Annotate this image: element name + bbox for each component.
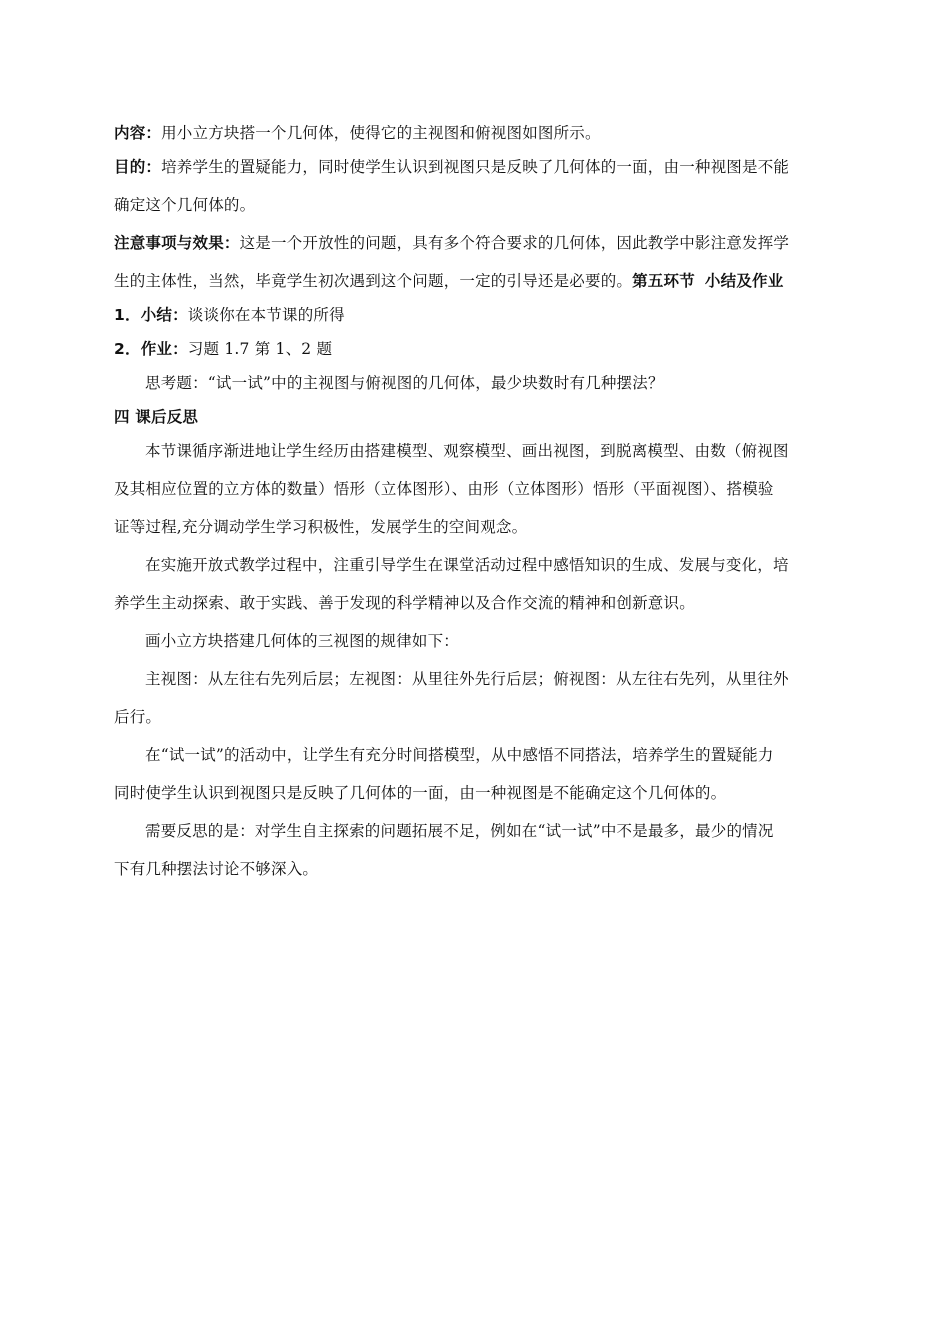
reflection-p4-line-2: 后行。 xyxy=(114,708,162,726)
section-subtitle: 小结及作业 xyxy=(704,272,784,290)
content-text: 用小立方块搭一个几何体，使得它的主视图和俯视图如图所示。 xyxy=(161,124,601,142)
notes-text-2: 生的主体性，当然，毕竟学生初次遇到这个问题，一定的引导还是必要的。 xyxy=(114,272,633,290)
content-paragraph xyxy=(114,118,840,148)
notes-line-1 xyxy=(114,228,840,258)
reflection-p3: 画小立方块搭建几何体的三视图的规律如下： xyxy=(145,632,460,650)
reflection-p5-line-1: 在“试一试”的活动中，让学生有充分时间搭模型，从中感悟不同搭法，培养学生的置疑能力 xyxy=(145,746,774,764)
content-label: 内容： xyxy=(114,124,162,142)
thinking-question: 思考题：“试一试”中的主视图与俯视图的几何体，最少块数时有几种摆法？ xyxy=(145,374,664,392)
purpose-label: 目的： xyxy=(114,158,162,176)
summary-number: 1． xyxy=(114,306,141,324)
homework-number: 2． xyxy=(114,340,141,358)
reflection-heading: 四 课后反思 xyxy=(114,408,199,426)
reflection-p6-line-2: 下有几种摆法讨论不够深入。 xyxy=(114,860,319,878)
reflection-p1-line-1: 本节课循序渐进地让学生经历由搭建模型、观察模型、画出视图，到脱离模型、由数（俯视图 xyxy=(145,442,789,460)
reflection-p4-line-1: 主视图：从左往右先列后层；左视图：从里往外先行后层；俯视图：从左往右先列，从里往外 xyxy=(145,670,789,688)
purpose-line-1 xyxy=(114,152,840,182)
reflection-p1-line-2: 及其相应位置的立方体的数量）悟形（立体图形）、由形（立体图形）悟形（平面视图）、搭模验 xyxy=(114,480,774,498)
purpose-text-1: 培养学生的置疑能力，同时使学生认识到视图只是反映了几何体的一面，由一种视图是不能 xyxy=(161,158,790,176)
purpose-line-2 xyxy=(114,190,840,220)
reflection-p2-line-1: 在实施开放式教学过程中，注重引导学生在课堂活动过程中感悟知识的生成、发展与变化，培 xyxy=(145,556,789,574)
reflection-p2-line-2: 养学生主动探索、敢于实践、善于发现的科学精神以及合作交流的精神和创新意识。 xyxy=(114,594,695,612)
homework-item xyxy=(114,334,840,364)
notes-line-2 xyxy=(114,266,840,296)
summary-label: 小结： xyxy=(140,306,188,324)
section-title: 第五环节 xyxy=(632,272,695,290)
reflection-p1-line-3: 证等过程,充分调动学生学习积极性，发展学生的空间观念。 xyxy=(114,518,528,536)
summary-text: 谈谈你在本节课的所得 xyxy=(187,306,345,324)
homework-label: 作业： xyxy=(140,340,188,358)
reflection-p6-line-1: 需要反思的是：对学生自主探索的问题拓展不足，例如在“试一试”中不是最多，最少的情况 xyxy=(145,822,774,840)
notes-label: 注意事项与效果： xyxy=(114,234,240,252)
notes-text-1: 这是一个开放性的问题，具有多个符合要求的几何体，因此教学中影注意发挥学 xyxy=(239,234,790,252)
homework-text: 习题 1.7 第 1、2 题 xyxy=(187,340,333,358)
reflection-p5-line-2: 同时使学生认识到视图只是反映了几何体的一面，由一种视图是不能确定这个几何体的。 xyxy=(114,784,727,802)
purpose-text-2: 确定这个几何体的。 xyxy=(114,196,256,214)
document-page xyxy=(114,118,840,884)
summary-item xyxy=(114,300,840,330)
